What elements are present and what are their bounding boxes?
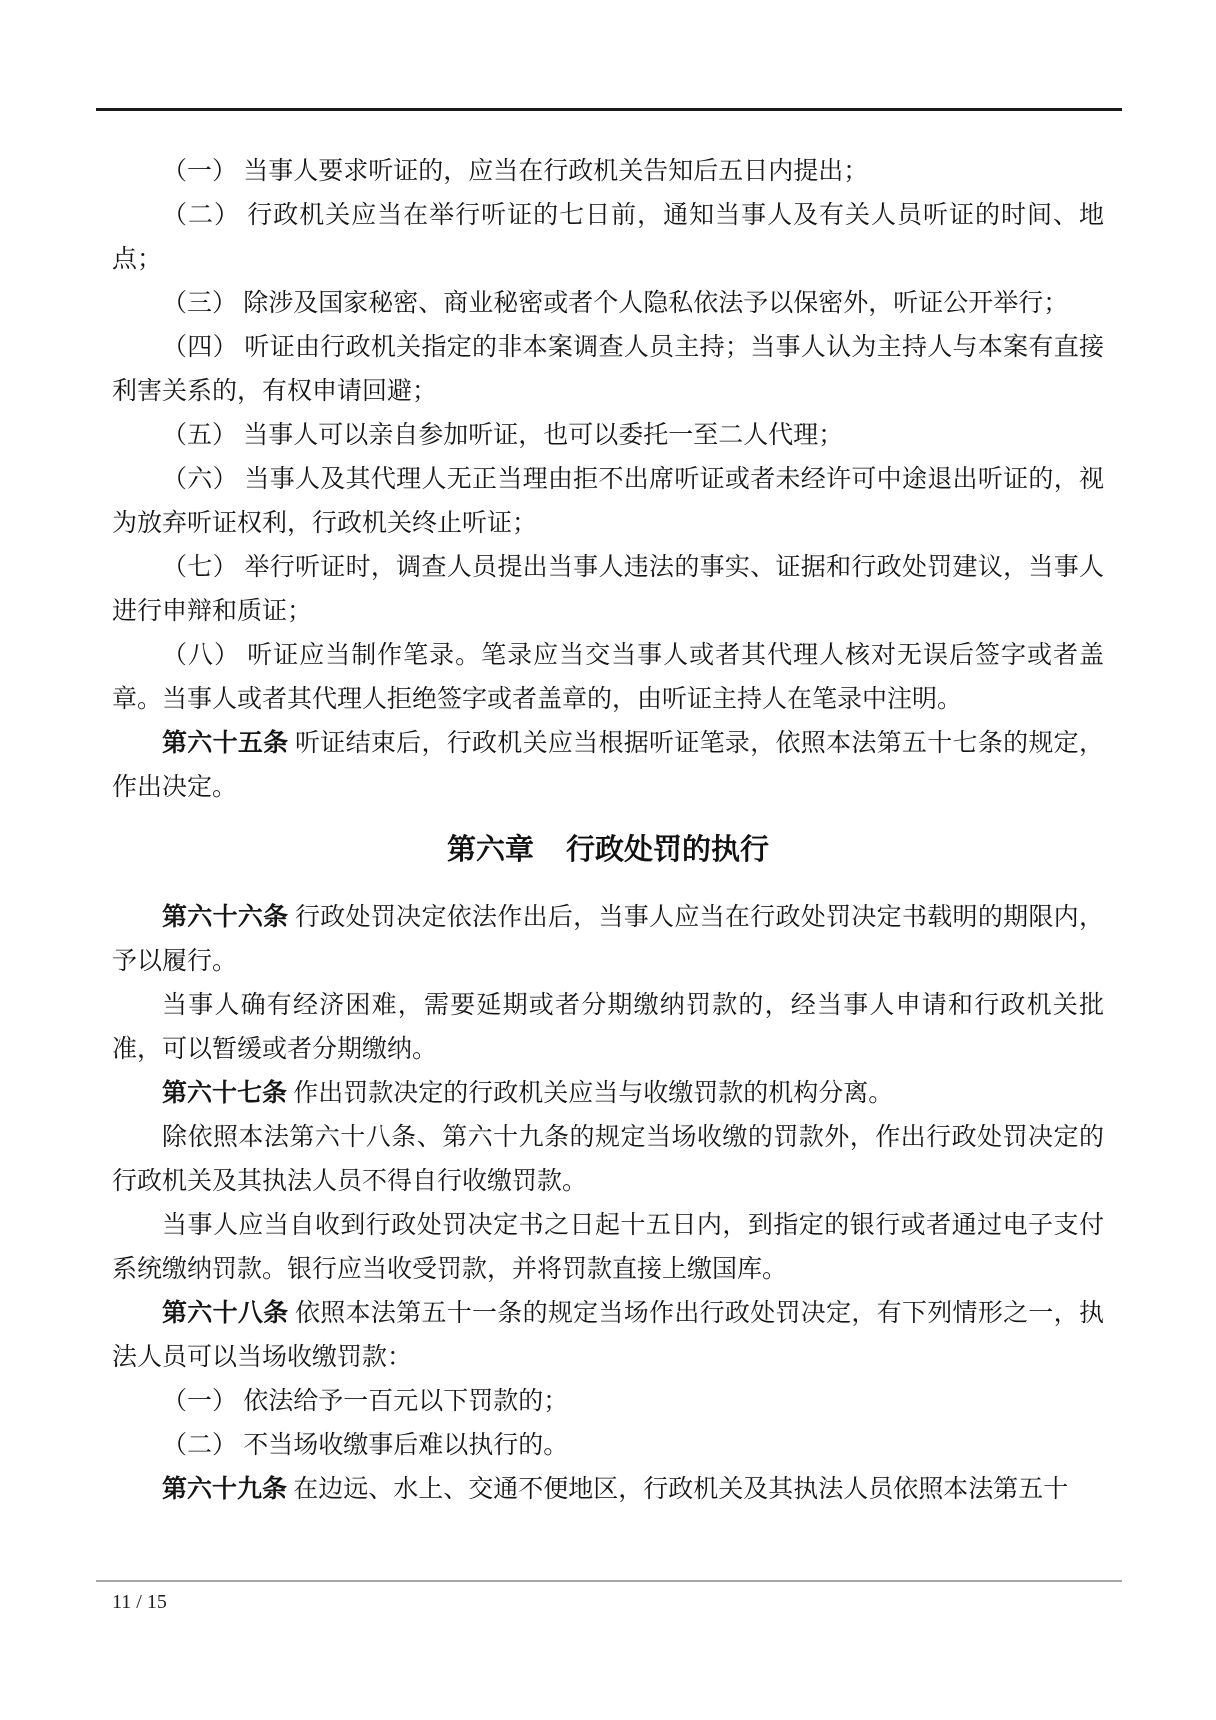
list-item-paragraph: （一） 依法给予一百元以下罚款的；	[162, 1388, 569, 1415]
chapter-heading	[112, 824, 1104, 876]
article-number: 第六十九条	[162, 1476, 288, 1503]
article-number: 第六十八条	[162, 1300, 289, 1327]
chapter-number: 第六章	[447, 834, 535, 866]
list-item-paragraph: （三） 除涉及国家秘密、商业秘密或者个人隐私依法予以保密外，听证公开举行；	[162, 290, 1069, 317]
body-paragraph: 除依照本法第六十八条、第六十九条的规定当场收缴的罚款外，作出行政处罚决定的行政机关及其执法人员不得自行收缴罚款。	[112, 1124, 1104, 1195]
article-number: 第六十七条	[162, 1080, 288, 1107]
list-item-paragraph: （五） 当事人可以亲自参加听证，也可以委托一至二人代理；	[162, 422, 844, 449]
body-paragraph: 当事人确有经济困难，需要延期或者分期缴纳罚款的，经当事人申请和行政机关批准，可以暂缓或者分期缴纳。	[112, 992, 1104, 1063]
article-number: 第六十六条	[162, 904, 289, 931]
footer-rule	[96, 1580, 1122, 1582]
article-paragraph: 第六十九条 在边远、水上、交通不便地区，行政机关及其执法人员依照本法第五十	[162, 1476, 1069, 1503]
list-item-paragraph: （一） 当事人要求听证的，应当在行政机关告知后五日内提出；	[162, 158, 869, 185]
list-item-paragraph: （二） 不当场收缴事后难以执行的。	[162, 1432, 569, 1459]
article-number: 第六十五条	[162, 730, 289, 757]
article-paragraph: 第六十八条 依照本法第五十一条的规定当场作出行政处罚决定，有下列情形之一，执法人员可以当场收缴罚款：	[112, 1300, 1104, 1371]
article-paragraph: 第六十七条 作出罚款决定的行政机关应当与收缴罚款的机构分离。	[162, 1080, 894, 1107]
list-item-paragraph: （六） 当事人及其代理人无正当理由拒不出席听证或者未经许可中途退出听证的，视为放弃听证权利，行政机关终止听证；	[112, 466, 1104, 537]
list-item-paragraph: （七） 举行听证时，调查人员提出当事人违法的事实、证据和行政处罚建议，当事人进行申辩和质证；	[112, 554, 1104, 625]
list-item-paragraph: （八） 听证应当制作笔录。笔录应当交当事人或者其代理人核对无误后签字或者盖章。当事人或者其代理人拒绝签字或者盖章的，由听证主持人在笔录中注明。	[112, 642, 1104, 713]
article-paragraph: 第六十五条 听证结束后，行政机关应当根据听证笔录，依照本法第五十七条的规定，作出决定。	[112, 730, 1104, 801]
article-paragraph: 第六十六条 行政处罚决定依法作出后，当事人应当在行政处罚决定书载明的期限内，予以履行。	[112, 904, 1104, 975]
list-item-paragraph: （二） 行政机关应当在举行听证的七日前，通知当事人及有关人员听证的时间、地点；	[112, 202, 1104, 273]
document-body	[112, 150, 1104, 1512]
list-item-paragraph: （四） 听证由行政机关指定的非本案调查人员主持；当事人认为主持人与本案有直接利害关系的，有权申请回避；	[112, 334, 1104, 405]
chapter-title: 行政处罚的执行	[565, 834, 769, 866]
body-paragraph: 当事人应当自收到行政处罚决定书之日起十五日内，到指定的银行或者通过电子支付系统缴纳罚款。银行应当收受罚款，并将罚款直接上缴国库。	[112, 1212, 1104, 1283]
page-number: 11 / 15	[112, 1591, 167, 1613]
header-rule	[96, 108, 1122, 111]
